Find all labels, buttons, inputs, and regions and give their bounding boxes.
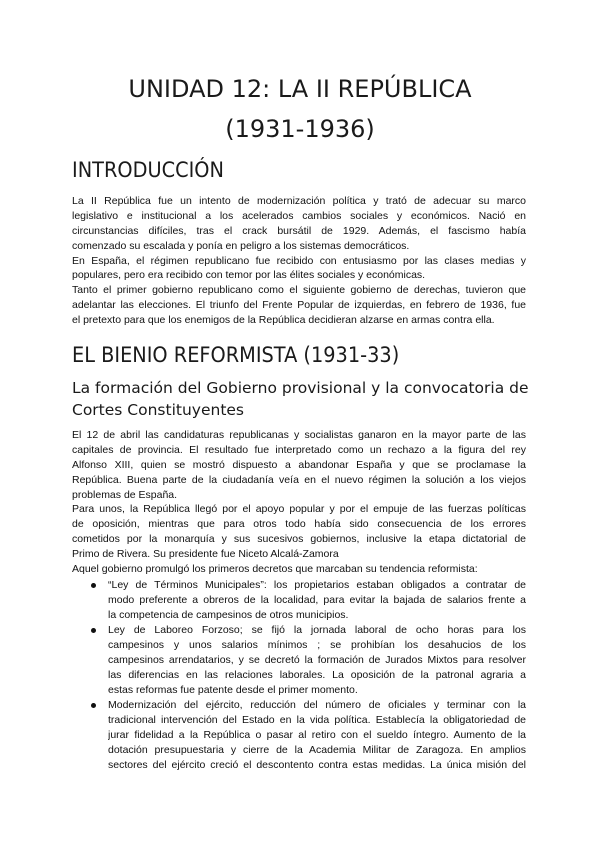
bullet-line: modo preferente a obreros de la localidad, para evitar la bajada de salarios frente a [108,593,526,606]
intro-line: Tanto el primer gobierno republicano como el siguiente gobierno de derechas, tuvieron que [72,284,526,297]
bullet-line: tradicional intervención del Estado en la vida política. Establecía la obligatoriedad de [108,714,526,727]
bullet-line: las diferencias en las relaciones laborales. La oposición de la patronal agraria a [108,668,526,681]
intro-line: legislativo e institucional a los acelerados cambios sociales y económicos. Nació en [72,209,526,222]
bullet-line: Modernización del ejército, reducción del número de oficiales y terminar con la [108,699,526,712]
reform-bullet-item [72,623,526,697]
intro-line: circunstancias difíciles, tras el crack bursátil de 1929. Además, el fascismo había [72,224,526,237]
document-title-line1: UNIDAD 12: LA II REPÚBLICA [128,75,472,103]
bienio-line: Alfonso XIII, quien se mostró dispuesto a abandonar España y que se proclamase la [72,458,526,471]
bullet-line: Ley de Laboreo Forzoso; se fijó la jornada laboral de ocho horas para los [108,624,526,637]
intro-line: En España, el régimen republicano fue recibido con entusiasmo por las clases medias y [72,254,526,267]
bienio-line: Aquel gobierno promulgó los primeros decretos que marcaban su tendencia reformista: [72,563,478,576]
bullet-line: campesinos y unos salarios mínimos ; se prohibían los desahucios de los [108,639,526,652]
bienio-line: cometidos por la monarquía y sus sucesivos gobiernos, inclusive la etapa dictatorial de [72,533,526,546]
intro-line: populares, pero era recibido con temor por las élites sociales y económicas. [72,269,426,282]
bullet-icon [91,583,96,588]
bullet-line: jurar fidelidad a la República o pasar al retiro con el sueldo íntegro. Aumento de la [108,728,526,741]
reform-bullet-item [72,578,526,623]
bienio-paragraphs [72,428,526,577]
intro-line: La II República fue un intento de modernización política y trató de adecuar su marco [72,195,526,207]
intro-heading: INTRODUCCIÓN [72,158,224,182]
reform-bullet-list [72,578,526,773]
bullet-line: sectores del ejército creció el descontento contra estas medidas. La única misión del [108,758,526,771]
reform-bullet-item [72,698,526,772]
bienio-line: problemas de España. [72,488,178,501]
bienio-subheading [72,377,552,421]
intro-line: el pretexto para que los enemigos de la República decidieran alzarse en armas contra ella. [72,314,495,327]
intro-line: comenzado su escalada y ponía en peligro a los sistemas democráticos. [72,239,410,252]
intro-paragraphs [72,194,526,328]
bienio-heading: EL BIENIO REFORMISTA (1931-33) [72,343,400,367]
bienio-line: Primo de Rivera. Su presidente fue Niceto Alcalá-Zamora [72,548,339,561]
bullet-line: “Ley de Términos Municipales”: los propietarios estaban obligados a contratar de [108,579,526,591]
intro-line: adelantar las elecciones. El triunfo del Frente Popular de izquierdas, en febrero de 1936, fue [72,299,526,312]
bienio-line: El 12 de abril las candidaturas republicanas y socialistas ganaron en la mayor parte de las [72,429,526,441]
document-title-line2: (1931-1936) [225,115,375,143]
bullet-line: campesinos arrendatarios, y se decretó la formación de Jurados Mixtos para resolver [108,653,526,666]
bullet-icon [91,628,96,633]
bullet-line: la competencia de campesinos de otros municipios. [108,608,349,621]
bienio-line: de oposición, mientras que para otros todo había sido consecuencia de los errores [72,518,526,531]
bienio-line: República. Buena parte de la ciudadanía veía en el nuevo régimen la solución a los viejos [72,473,526,486]
bienio-line: capitales de provincia. El resultado fue interpretado como un rechazo a la figura del rey [72,443,526,456]
bienio-subheading-line1: La formación del Gobierno provisional y la convocatoria de [72,379,529,397]
bienio-subheading-line2: Cortes Constituyentes [72,401,245,419]
bullet-icon [91,703,96,708]
bullet-line: estas reformas fue patente desde el primer momento. [108,683,358,696]
bienio-line: Para unos, la República llegó por el apoyo popular y por el empuje de las fuerzas políticas [72,503,526,516]
bullet-line: dotación presupuestaria y cierre de la Academia Militar de Zaragoza. En amplios [108,743,526,756]
